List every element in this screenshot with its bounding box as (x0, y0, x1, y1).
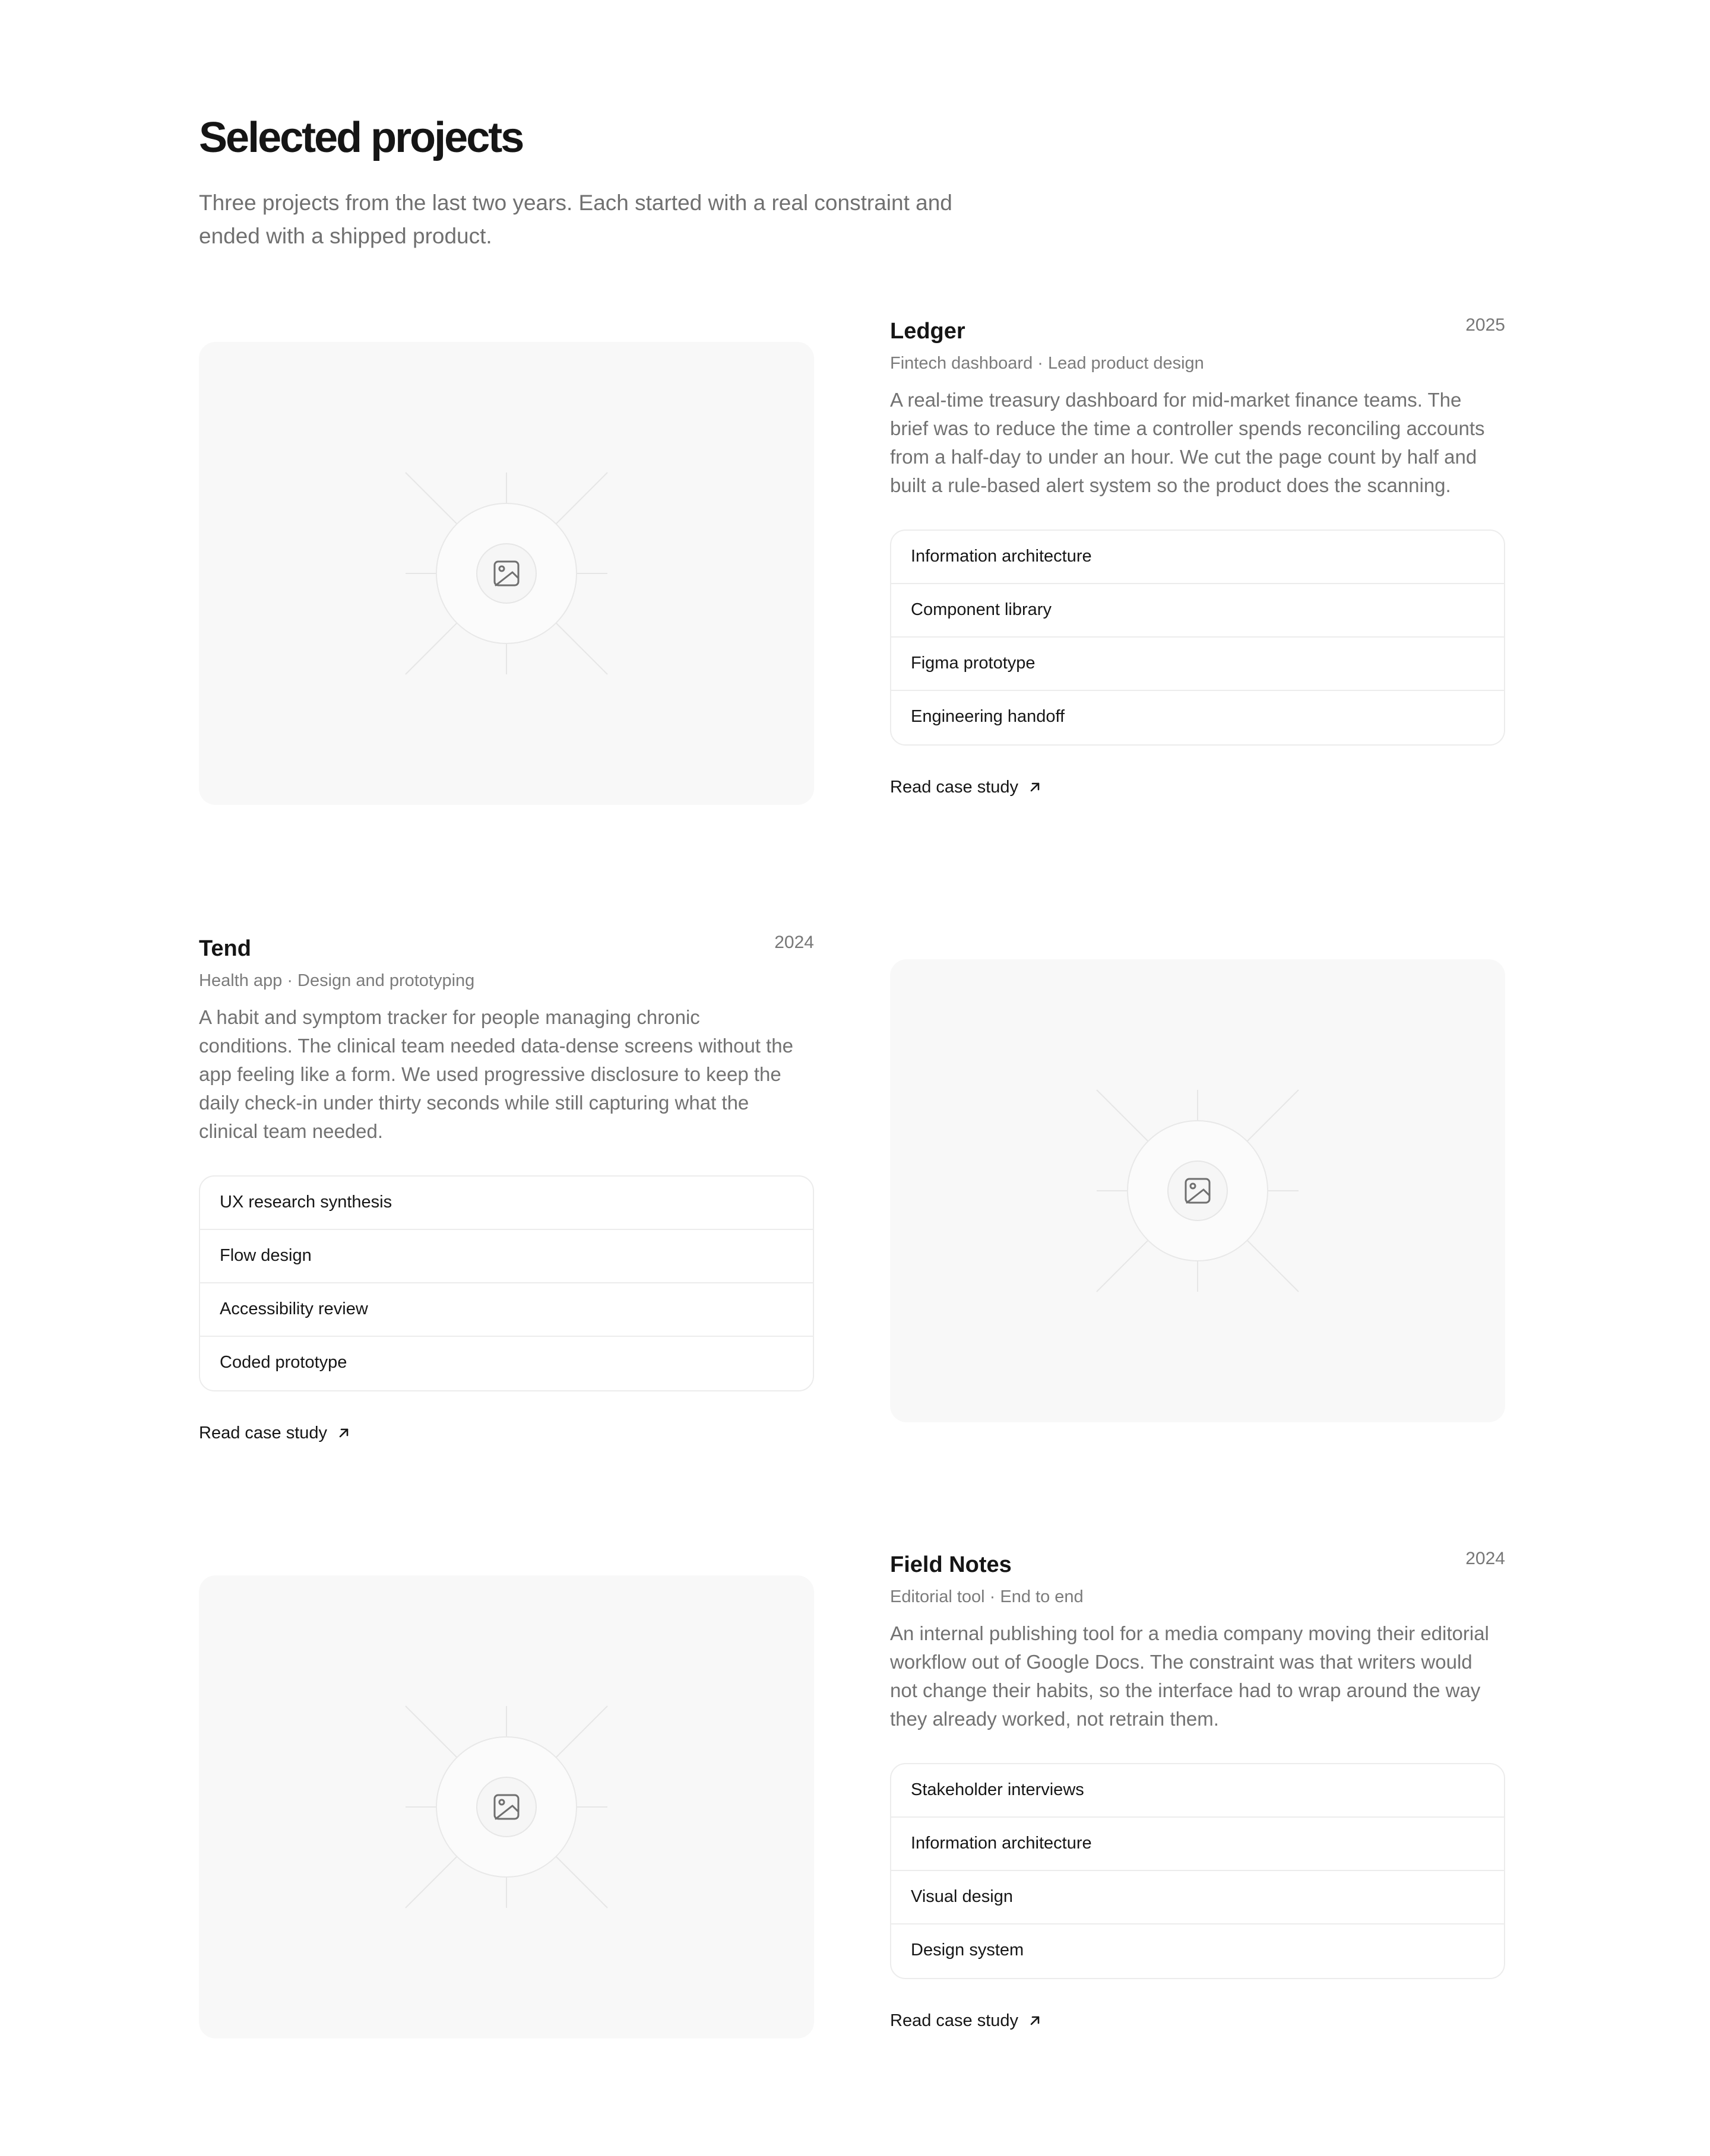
task-list (890, 1763, 1505, 1979)
arrow-up-right-icon (1028, 2014, 1042, 2028)
task-item: Flow design (200, 1230, 813, 1283)
image-placeholder-graphic (890, 959, 1505, 1422)
project-year: 2025 (1465, 315, 1505, 335)
project-year: 2024 (774, 933, 814, 952)
project-description: A habit and symptom tracker for people managing chronic conditions. The clinical team needed data-dense screens without the app feeling like a form. We used progressive disclosure to keep the daily check-in under thirty seconds while still capturing what the clinical team needed. (199, 1006, 794, 1142)
task-item: Visual design (891, 1871, 1504, 1924)
image-placeholder-graphic (199, 342, 814, 805)
project-year: 2024 (1465, 1549, 1505, 1568)
project-info (890, 315, 1505, 799)
read-case-study-link[interactable] (890, 2009, 1042, 2033)
project-title: Tend (199, 936, 251, 961)
arrow-up-right-icon (337, 1426, 351, 1440)
page-header (199, 107, 1030, 253)
project-image-placeholder (199, 342, 814, 805)
page-title: Selected projects (199, 114, 523, 161)
task-item: Design system (911, 1941, 1024, 1960)
task-item: Engineering handoff (911, 707, 1065, 726)
project-info (890, 1548, 1505, 2033)
task-item: Component library (891, 584, 1504, 638)
task-item: Information architecture (891, 531, 1504, 584)
task-item: Coded prototype (220, 1353, 347, 1372)
read-case-study-label: Read case study (890, 2011, 1019, 2030)
task-item: Stakeholder interviews (891, 1764, 1504, 1818)
image-placeholder-graphic (199, 1575, 814, 2038)
project-meta: Health app · Design and prototyping (199, 971, 475, 990)
project-meta: Editorial tool · End to end (890, 1587, 1084, 1606)
project-description: A real-time treasury dashboard for mid-market finance teams. The brief was to reduce the time a controller spends reconciling accounts from a half-day to under an hour. We cut the page count by half and built a rule-based alert system so the product does the scanning. (890, 389, 1485, 496)
page-intro: Three projects from the last two years. Each started with a real constraint and ended with a shipped product. (199, 191, 952, 248)
read-case-study-link[interactable] (199, 1421, 351, 1445)
project-tend (199, 932, 1505, 1526)
project-field-notes (199, 1548, 1505, 2142)
project-meta: Fintech dashboard · Lead product design (890, 354, 1204, 373)
read-case-study-link[interactable] (890, 775, 1042, 799)
arrow-up-right-icon (1028, 780, 1042, 794)
project-info (199, 932, 814, 1445)
read-case-study-label: Read case study (890, 778, 1019, 797)
task-item: Accessibility review (200, 1283, 813, 1337)
task-item: UX research synthesis (200, 1177, 813, 1230)
task-list (890, 530, 1505, 746)
project-image-placeholder (199, 1575, 814, 2038)
read-case-study-label: Read case study (199, 1423, 328, 1442)
task-item: Figma prototype (891, 638, 1504, 691)
project-title: Field Notes (890, 1552, 1012, 1577)
project-image-placeholder (890, 959, 1505, 1422)
project-ledger (199, 315, 1505, 908)
project-title: Ledger (890, 319, 965, 344)
task-item: Information architecture (891, 1818, 1504, 1871)
project-description: An internal publishing tool for a media company moving their editorial workflow out of Google Docs. The constraint was that writers would not change their habits, so the interface had to wrap around the way they already worked, not retrain them. (890, 1622, 1489, 1730)
task-list (199, 1175, 814, 1391)
